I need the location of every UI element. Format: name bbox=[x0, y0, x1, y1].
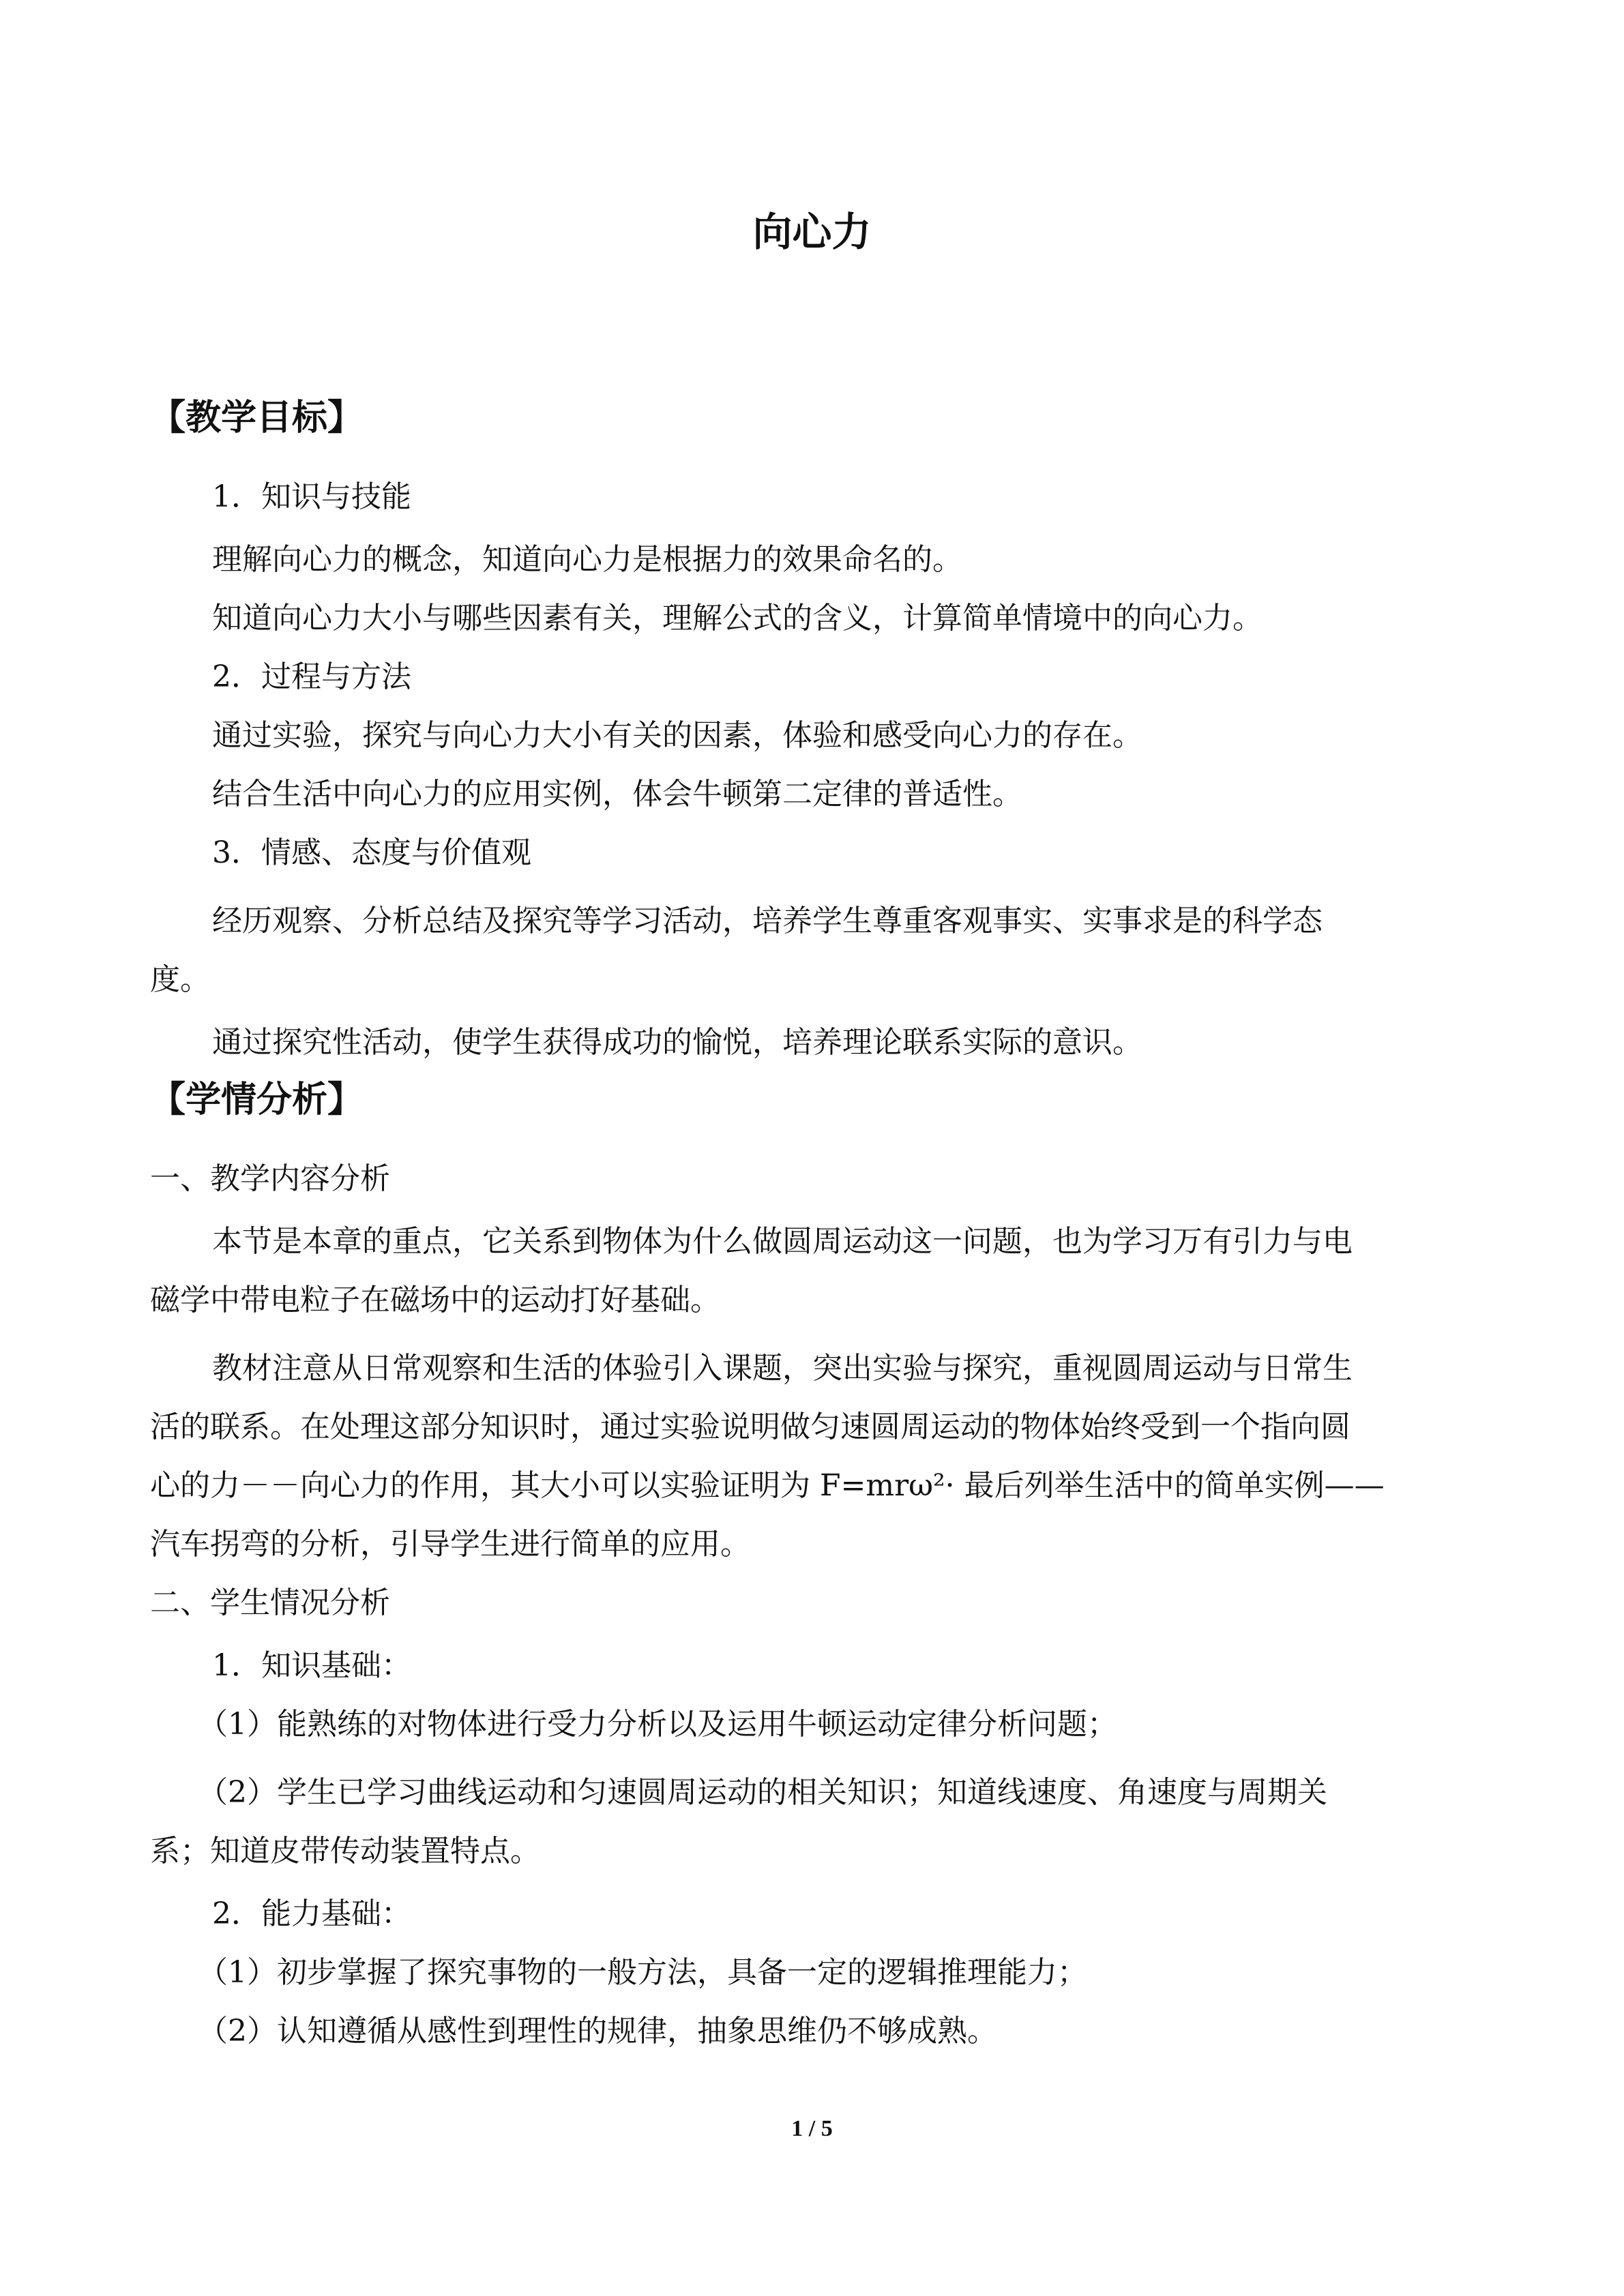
page-title: 向心力 bbox=[752, 209, 872, 255]
paragraph-line: 知道向心力大小与哪些因素有关，理解公式的含义，计算简单情境中的向心力。 bbox=[212, 601, 1263, 636]
section-heading-learning-analysis: 【学情分析】 bbox=[150, 1079, 364, 1120]
paragraph-line: 结合生活中向心力的应用实例，体会牛顿第二定律的普适性。 bbox=[212, 777, 1022, 811]
subheading-knowledge-skills: 1．知识与技能 bbox=[212, 479, 411, 514]
paragraph-line: 本节是本章的重点，它关系到物体为什么做圆周运动这一问题，也为学习万有引力与电 bbox=[212, 1224, 1353, 1259]
section-heading-teaching-goals: 【教学目标】 bbox=[150, 398, 364, 438]
subheading-content-analysis: 一、教学内容分析 bbox=[150, 1161, 390, 1196]
paragraph-line: 心的力－－向心力的作用，其大小可以实验证明为 F=mrω²· 最后列举生活中的简单实例—— bbox=[150, 1468, 1385, 1503]
paragraph-line: 教材注意从日常观察和生活的体验引入课题，突出实验与探究，重视圆周运动与日常生 bbox=[212, 1351, 1353, 1386]
paragraph-line: 经历观察、分析总结及探究等学习活动，培养学生尊重客观事实、实事求是的科学态 bbox=[212, 904, 1323, 938]
list-item: （2）认知遵循从感性到理性的规律，抽象思维仍不够成熟。 bbox=[198, 2014, 997, 2048]
paragraph-line: 活的联系。在处理这部分知识时，通过实验说明做匀速圆周运动的物体始终受到一个指向圆 bbox=[150, 1410, 1350, 1444]
subheading-process-method: 2．过程与方法 bbox=[212, 659, 411, 694]
paragraph-line: 汽车拐弯的分析，引导学生进行简单的应用。 bbox=[150, 1527, 750, 1562]
paragraph-line: 理解向心力的概念，知道向心力是根据力的效果命名的。 bbox=[212, 542, 962, 577]
subheading-emotion-values: 3．情感、态度与价值观 bbox=[212, 835, 531, 870]
paragraph-line: 度。 bbox=[150, 962, 210, 997]
subheading-ability-base: 2．能力基础： bbox=[212, 1896, 411, 1931]
paragraph-line: 通过实验，探究与向心力大小有关的因素，体验和感受向心力的存在。 bbox=[212, 718, 1142, 753]
paragraph-line: 磁学中带电粒子在磁场中的运动打好基础。 bbox=[150, 1283, 720, 1317]
subheading-student-analysis: 二、学生情况分析 bbox=[150, 1585, 390, 1620]
list-item: （1）初步掌握了探究事物的一般方法，具备一定的逻辑推理能力； bbox=[198, 1955, 1087, 1990]
paragraph-line: 通过探究性活动，使学生获得成功的愉悦，培养理论联系实际的意识。 bbox=[212, 1025, 1142, 1060]
list-item: （1）能熟练的对物体进行受力分析以及运用牛顿运动定律分析问题； bbox=[198, 1707, 1117, 1742]
paragraph-line: 系；知道皮带传动装置特点。 bbox=[150, 1834, 540, 1868]
page-number: 1 / 5 bbox=[791, 2116, 833, 2141]
list-item: （2）学生已学习曲线运动和匀速圆周运动的相关知识；知道线速度、角速度与周期关 bbox=[198, 1775, 1327, 1810]
subheading-knowledge-base: 1．知识基础： bbox=[212, 1648, 411, 1683]
